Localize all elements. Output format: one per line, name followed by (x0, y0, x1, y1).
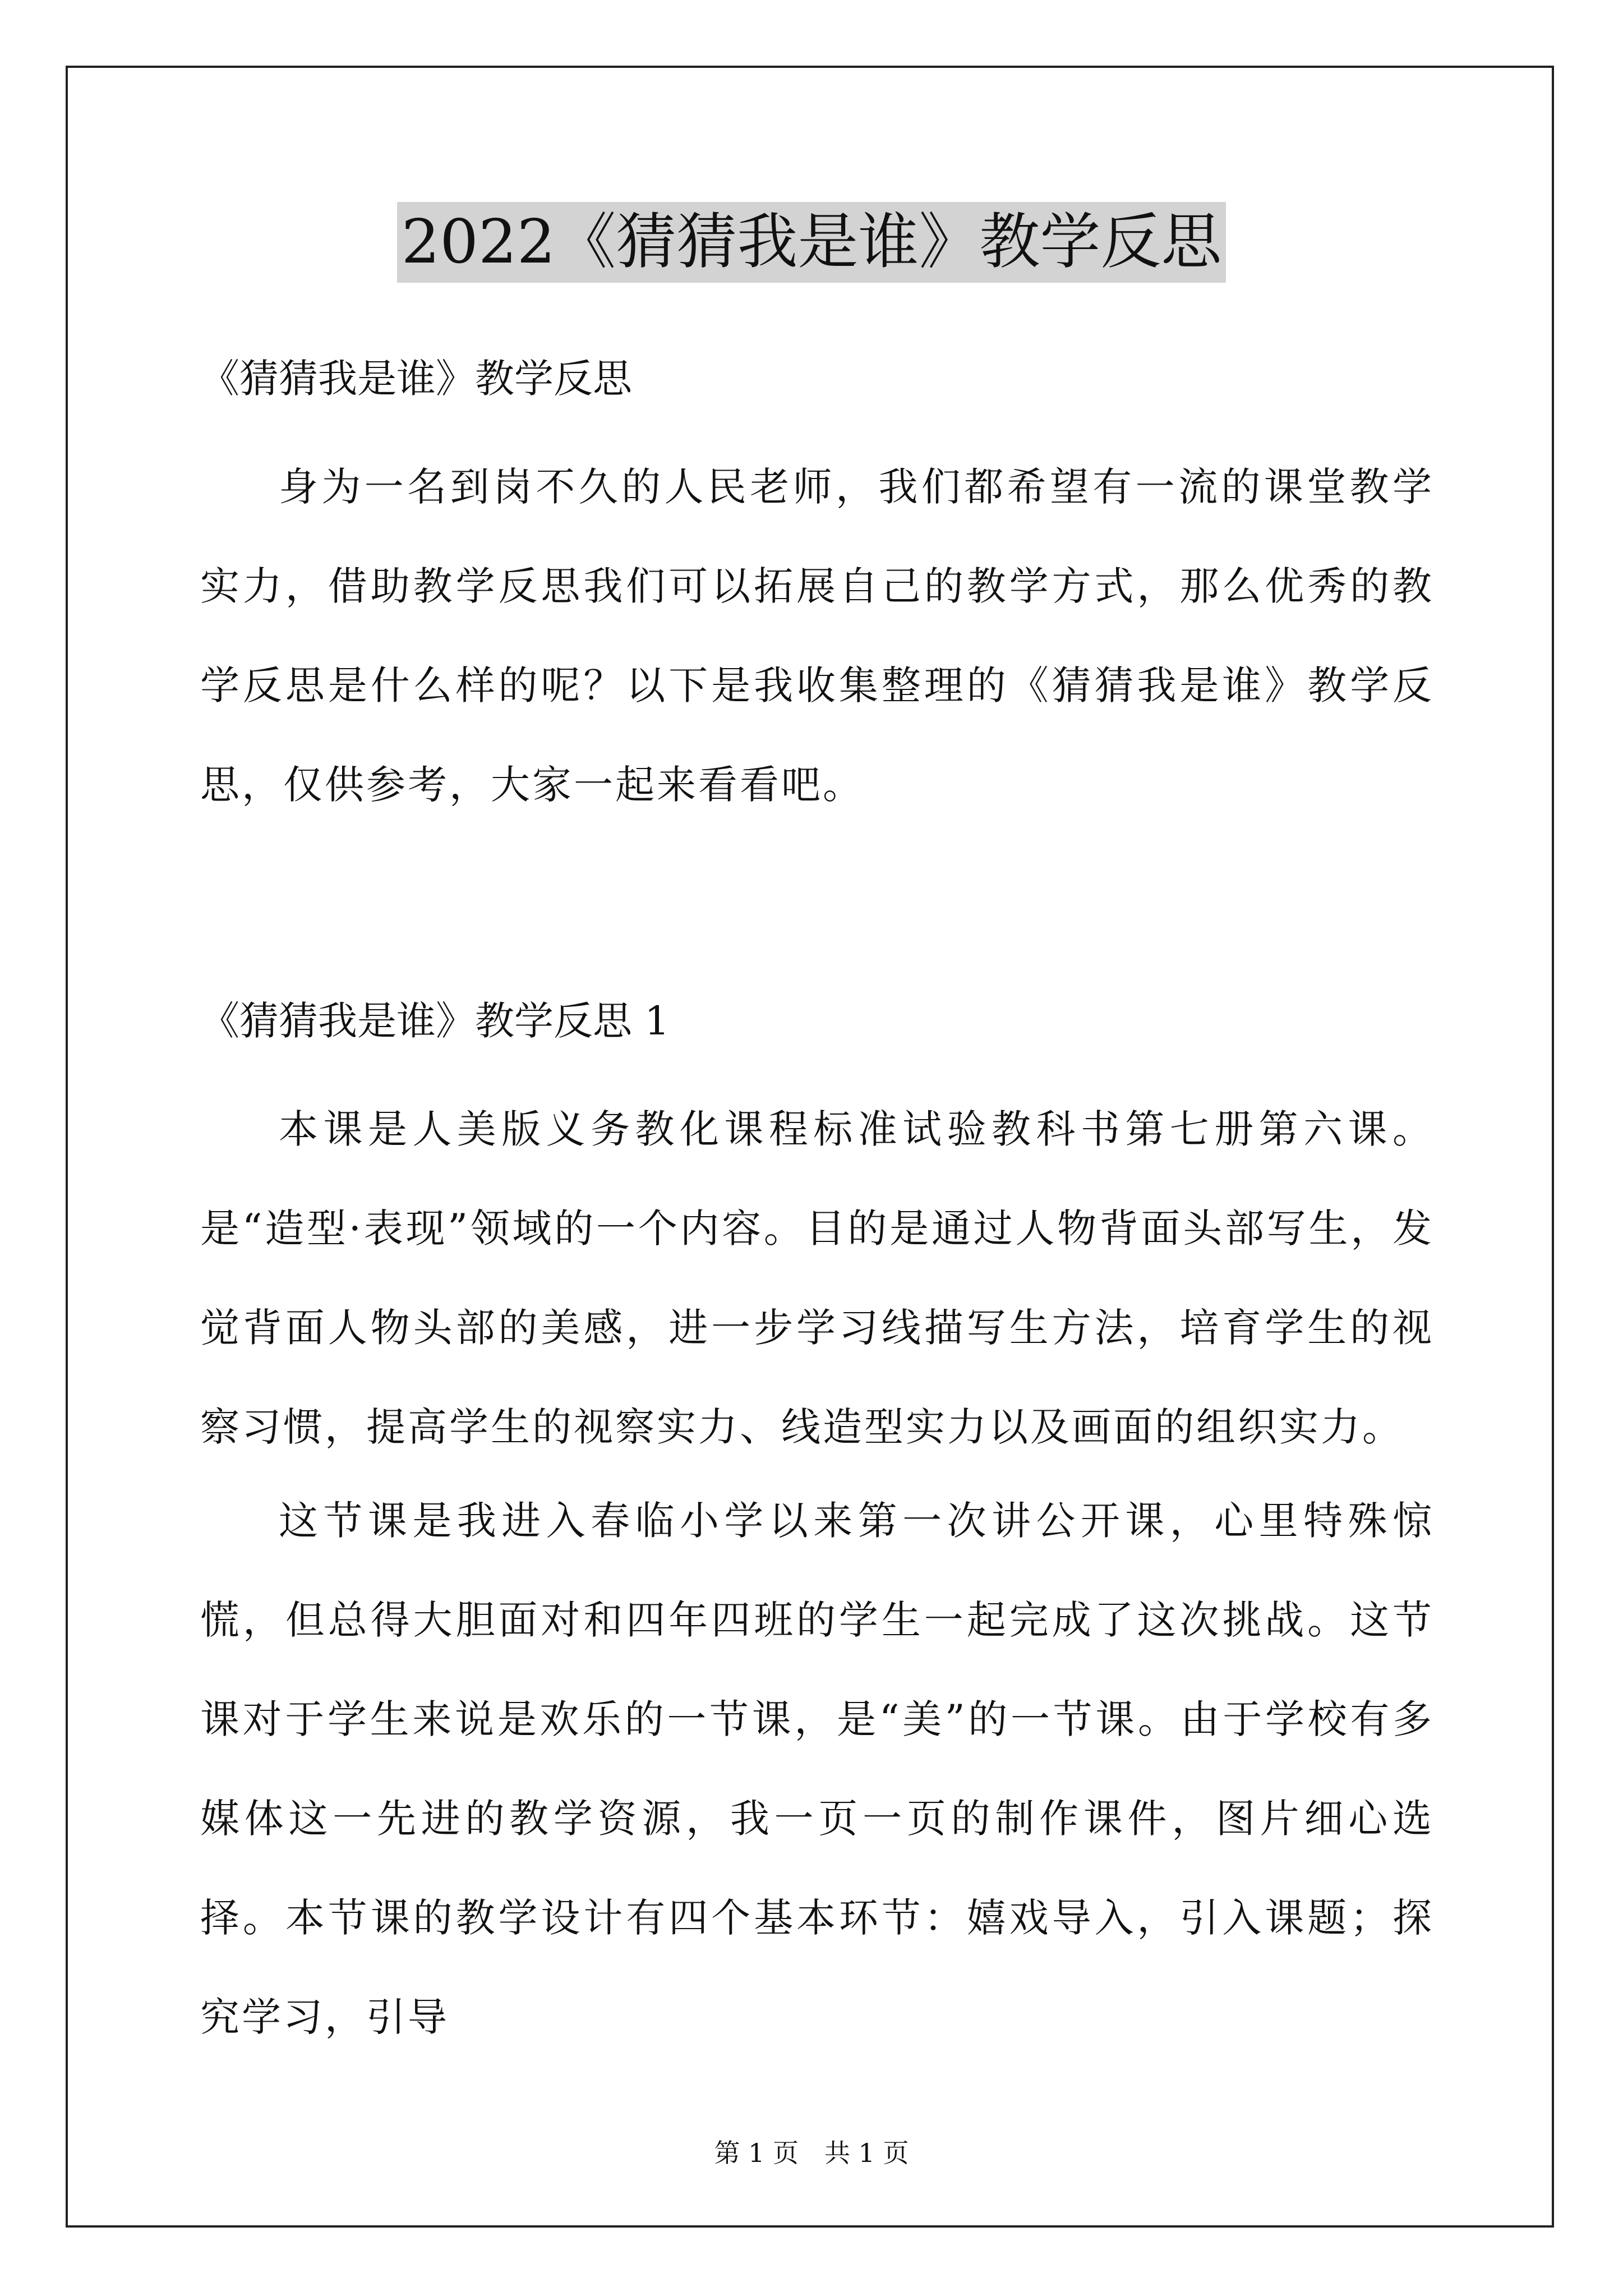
intro-heading: 《猜猜我是谁》教学反思 (200, 356, 632, 402)
intro-paragraph: 身为一名到岗不久的人民老师，我们都希望有一流的课堂教学实力，借助教学反思我们可以拓展自己的教学方式，那么优秀的教学反思是什么样的呢？以下是我收集整理的《猜猜我是谁》教学反思，仅供参考，大家一起来看看吧。 (200, 464, 1434, 808)
section1-paragraph-1: 本课是人美版义务教化课程标准试验教科书第七册第六课。是“造型·表现”领域的一个内容。目的是通过人物背面头部写生，发觉背面人物头部的美感，进一步学习线描写生方法，培育学生的视察习惯，提高学生的视察实力、线造型实力以及画面的组织实力。 (200, 1106, 1434, 1450)
document-title: 2022《猜猜我是谁》教学反思 (397, 202, 1227, 283)
section1-paragraph-2: 这节课是我进入春临小学以来第一次讲公开课，心里特殊惊慌，但总得大胆面对和四年四班的学生一起完成了这次挑战。这节课对于学生来说是欢乐的一节课，是“美”的一节课。由于学校有多媒体这一先进的教学资源，我一页一页的制作课件，图片细心选择。本节课的教学设计有四个基本环节：嬉戏导入，引入课题；探究学习，引导 (200, 1498, 1434, 2040)
page-footer: 第 1 页 共 1 页 (714, 2138, 909, 2168)
title-container (0, 202, 1623, 283)
section1-heading: 《猜猜我是谁》教学反思 1 (200, 998, 670, 1044)
